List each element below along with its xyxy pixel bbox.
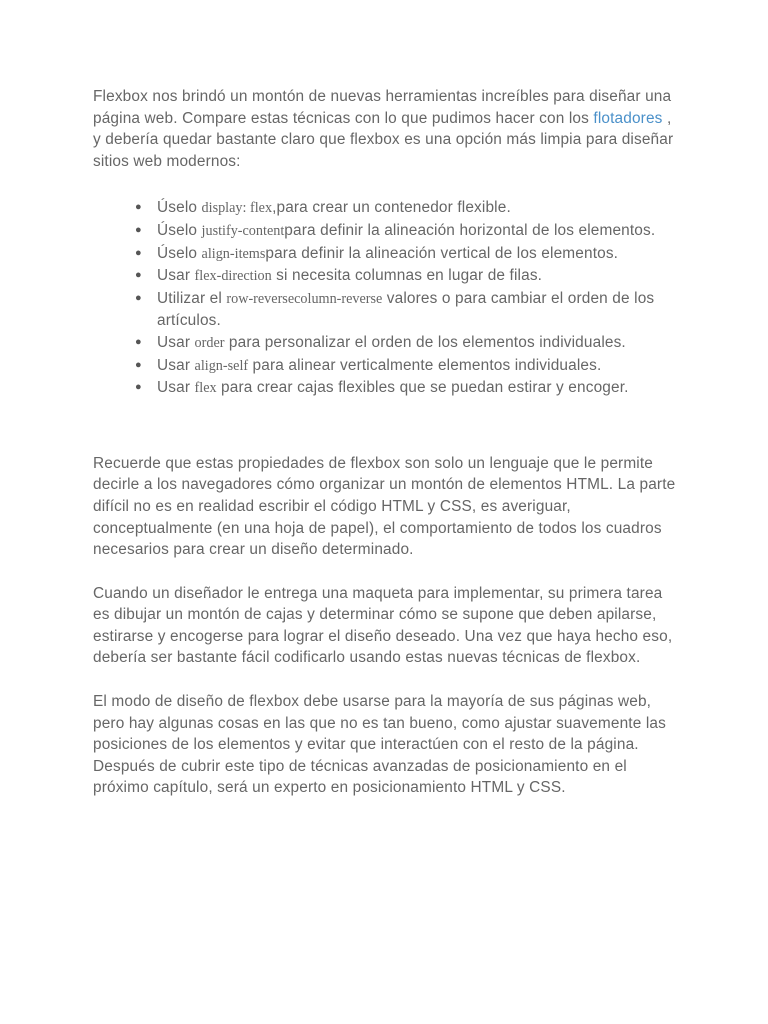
bullet-icon: ● — [135, 335, 142, 348]
bullet-icon: ● — [135, 246, 142, 259]
list-item: ● Úselo justify-contentpara definir la alineación horizontal de los elementos. — [135, 220, 683, 243]
intro-text-before-link: Flexbox nos brindó un montón de nuevas herramientas increíbles para diseñar una página web. Compare estas técnicas con lo que pudimos hacer con los — [93, 88, 672, 127]
intro-text-after-link: , y debería quedar bastante claro que flexbox es una opción más limpia para diseñar sitios web modernos: — [93, 109, 674, 170]
document-page — [93, 86, 683, 799]
body-paragraph-3: El modo de diseño de flexbox debe usarse para la mayoría de sus páginas web, pero hay algunas cosas en las que no es tan bueno, como ajustar suavemente las posiciones de los elementos y evitar que interactúen con el resto de la página. Después de cubrir este tipo de técnicas avanzadas de posicionamiento en el próximo capítulo, será un experto en posicionamiento HTML y CSS. — [93, 693, 666, 797]
code-keyword: justify-content — [201, 222, 285, 239]
code-keyword: order — [194, 334, 225, 351]
bullet-icon: ● — [135, 201, 142, 214]
bullet-icon: ● — [135, 269, 142, 282]
code-keyword: flex — [194, 380, 217, 397]
bullet-icon: ● — [135, 291, 142, 304]
body-paragraph-2: Cuando un diseñador le entrega una maqueta para implementar, su primera tarea es dibujar un montón de cajas y determinar cómo se supone que deben apilarse, estirarse y encogerse para lograr el diseño deseado. Una vez que haya hecho eso, debería ser bastante fácil codificarlo usando estas nuevas técnicas de flexbox. — [93, 584, 673, 667]
list-item: ● Úselo display: flex,para crear un contenedor flexible. — [135, 197, 683, 220]
list-item: ● Usar align-self para alinear verticalmente elementos individuales. — [135, 355, 683, 378]
code-keyword: display: flex — [201, 200, 273, 217]
list-item: ● Úselo align-itemspara definir la alineación vertical de los elementos. — [135, 243, 683, 266]
flotadores-link[interactable]: flotadores — [593, 109, 663, 127]
list-item: ● Usar flex-direction si necesita columnas en lugar de filas. — [135, 265, 683, 288]
list-item: ● Usar flex para crear cajas flexibles que se puedan estirar y encoger. — [135, 377, 683, 400]
bullet-icon: ● — [135, 358, 142, 371]
bullet-icon: ● — [135, 223, 142, 236]
list-item: ● Usar order para personalizar el orden de los elementos individuales. — [135, 332, 683, 355]
body-paragraph-1: Recuerde que estas propiedades de flexbox son solo un lenguaje que le permite decirle a los navegadores cómo organizar un montón de elementos HTML. La parte difícil no es en realidad escribir el código HTML y CSS, es averiguar, conceptualmente (en una hoja de papel), el comportamiento de todos los cuadros necesarios para crear un diseño determinado. — [93, 454, 676, 559]
code-keyword: align-items — [201, 245, 266, 262]
intro-paragraph — [93, 86, 683, 172]
code-keyword: flex-direction — [194, 268, 272, 285]
code-keyword: align-self — [194, 357, 249, 374]
code-keyword: row-reversecolumn-reverse — [226, 290, 383, 307]
bullet-icon: ● — [135, 381, 142, 394]
list-item: ● Utilizar el row-reversecolumn-reverse valores o para cambiar el orden de los artículos. — [135, 289, 655, 330]
flexbox-property-list — [93, 197, 683, 399]
